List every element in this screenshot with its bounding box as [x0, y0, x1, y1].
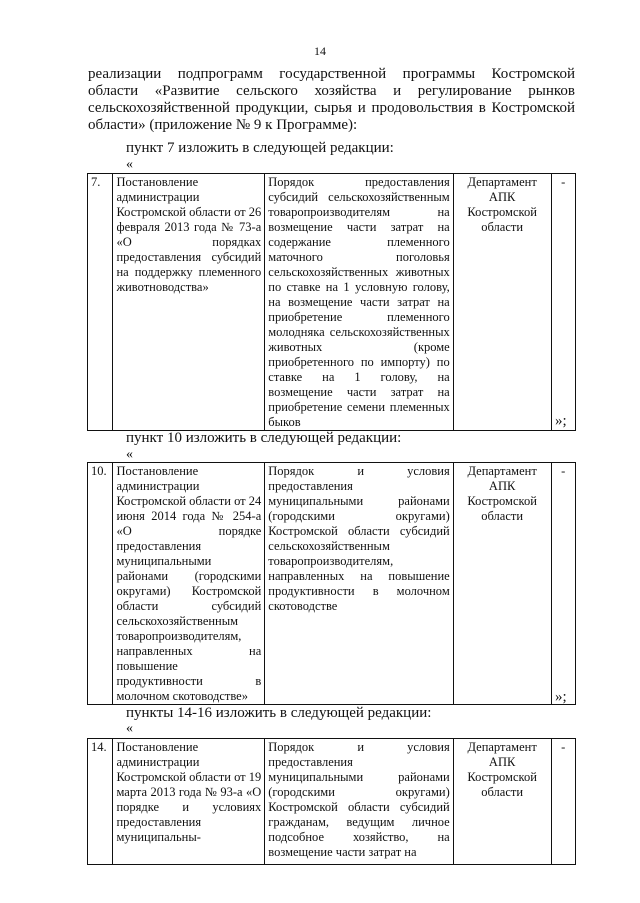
procedure-title-cell: Порядок и условия предоставления муниципальными районами (городскими округами) Костромской области субсидий гражданам, ведущим личное подсобное хозяйство, на возмещение части затрат на — [265, 739, 453, 865]
legal-act-cell: Постановление администрации Костромской области от 26 февраля 2013 года № 73-а «О порядках предоставления субсидий на поддержку племенного животноводства» — [113, 174, 265, 431]
intro-paragraph: реализации подпрограмм государственной программы Костромской области «Развитие сельского хозяйства и регулирование рынков сельскохозяйственной продукции, сырья и продовольствия в Костромской области» (приложение № 9 к Программе): — [88, 66, 575, 133]
table-row — [88, 739, 576, 865]
table-row — [88, 463, 576, 705]
closing-quote-7: »; — [555, 413, 567, 429]
department-cell: Департамент АПК Костромской области — [453, 739, 551, 865]
table-item-10 — [87, 462, 576, 705]
opening-quote-10: « — [126, 447, 133, 462]
closing-quote-10: »; — [555, 689, 567, 705]
legal-act-cell: Постановление администрации Костромской области от 19 марта 2013 года № 93-а «О порядке и условиях предоставления муниципальны- — [113, 739, 265, 865]
section-heading-10: пункт 10 изложить в следующей редакции: — [126, 430, 402, 446]
opening-quote-7: « — [126, 157, 133, 172]
empty-mark-cell: - — [551, 174, 575, 431]
row-number: 7. — [88, 174, 113, 431]
department-cell: Департамент АПК Костромской области — [453, 463, 551, 705]
empty-mark-cell: - — [551, 463, 575, 705]
table-row — [88, 174, 576, 431]
section-heading-7: пункт 7 изложить в следующей редакции: — [126, 140, 394, 156]
procedure-title-cell: Порядок предоставления субсидий сельскохозяйственным товаропроизводителям на возмещение части затрат на содержание племенного маточного поголовья сельскохозяйственных животных по ставке на 1 условную голову, на возмещение части затрат на приобретение племенного молодняка сельскохозяйственных животных (кроме приобретенного по импорту) по ставке на 1 голову, на возмещение части затрат на приобретение семени племенных быков — [265, 174, 453, 431]
page-number: 14 — [314, 44, 326, 58]
procedure-title-cell: Порядок и условия предоставления муниципальными районами (городскими округами) Костромской области субсидий сельскохозяйственным товаропроизводителям, направленных на повышение продуктивности в молочном скотоводстве — [265, 463, 453, 705]
row-number: 14. — [88, 739, 113, 865]
table-item-14 — [87, 738, 576, 865]
legal-act-cell: Постановление администрации Костромской области от 24 июня 2014 года № 254-а «О порядке предоставления муниципальными районами (городскими округами) Костромской области субсидий сельскохозяйственным товаропроизводителям, направленных на повышение продуктивности в молочном скотоводстве» — [113, 463, 265, 705]
section-heading-14-16: пункты 14-16 изложить в следующей редакции: — [126, 705, 432, 721]
table-item-7 — [87, 173, 576, 431]
empty-mark-cell: - — [551, 739, 575, 865]
department-cell: Департамент АПК Костромской области — [453, 174, 551, 431]
opening-quote-14: « — [126, 721, 133, 736]
row-number: 10. — [88, 463, 113, 705]
